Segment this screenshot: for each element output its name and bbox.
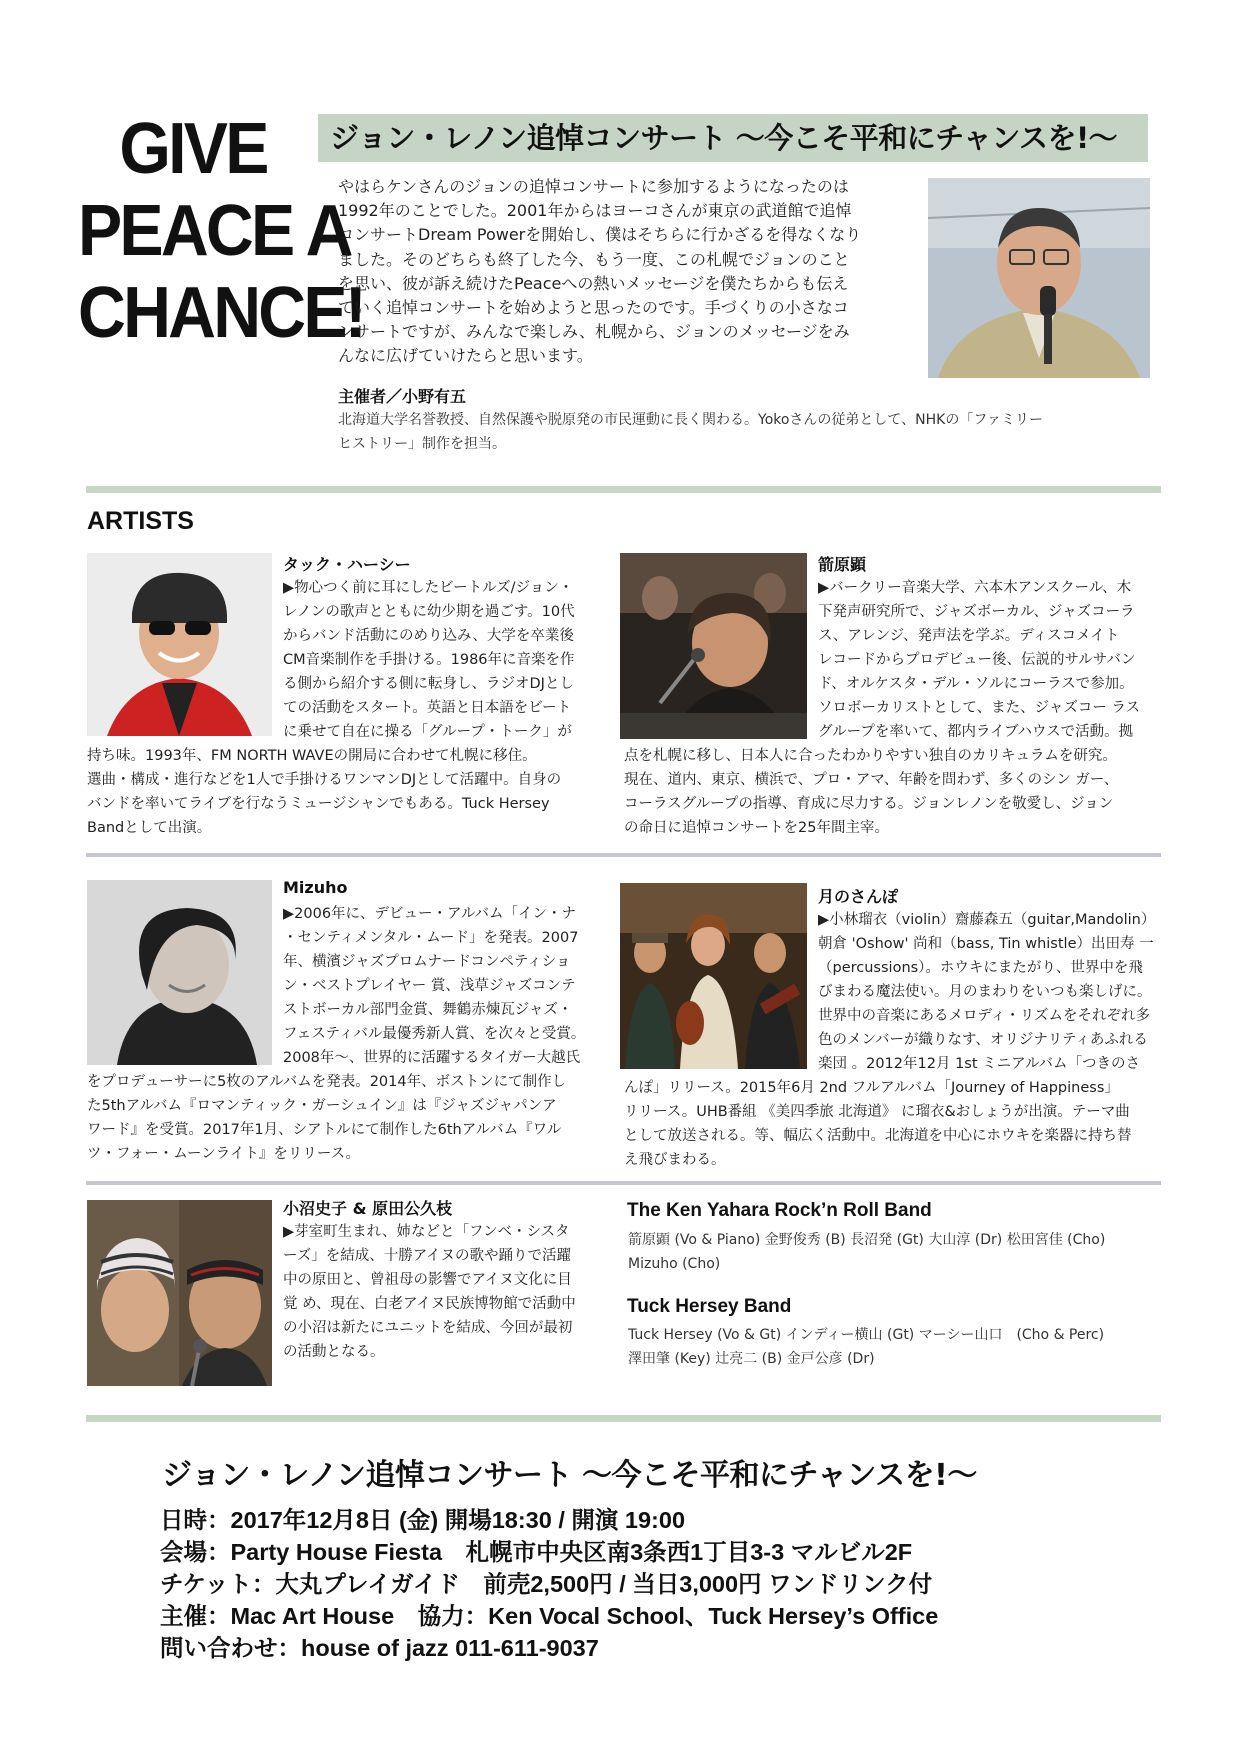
intro-line: やはらケンさんのジョンの追悼コンサートに参加するようになったのは [338, 177, 849, 196]
bio-line: る側から紹介する側に転身し、ラジオDJとし [283, 676, 574, 692]
intro-line: ンサートですが、みんなで楽しみ、札幌から、ジョンのメッセージをみ [338, 322, 850, 342]
bio-line: CM音楽制作を手掛ける。1986年に音楽を作 [283, 652, 575, 668]
bio-line: ン・ベストプレイヤー 賞、浅草ジャズコンテ [283, 978, 576, 994]
bio-line: からバンド活動にのめり込み、大学を卒業後 [283, 628, 574, 644]
bio-line: をプロデューサーに5枚のアルバムを発表。2014年、ボストンにて制作し [87, 1074, 567, 1090]
bio-line: ーズ」を結成、十勝アイヌの歌や踊りで活躍 [283, 1248, 571, 1264]
artist-bio-tuck-hersey [283, 576, 575, 744]
bio-line: 2008年〜、世界的に活躍するタイガー大越氏 [283, 1050, 581, 1066]
section-divider [86, 486, 1161, 493]
bio-line: んぽ」リリース。2015年6月 2nd フルアルバム「Journey of Happiness」 [624, 1080, 1119, 1096]
bio-line: バンドを率いてライブを行なうミュージシャンでもある。Tuck Hersey [87, 796, 550, 812]
bio-line: 中の原田と、曾祖母の影響でアイヌ文化に目 [283, 1272, 572, 1288]
artist-bio-yahara-ken [818, 576, 1140, 744]
bio-line: ▶小林瑠衣（violin）齋藤森五（guitar,Mandolin） [818, 912, 1156, 928]
mizuho-photo [87, 880, 272, 1065]
member-line: Mizuho (Cho) [628, 1256, 721, 1272]
artist-bio-mizuho [283, 902, 585, 1070]
intro-line: ていく追悼コンサートを始めようと思ったのです。手づくりの小さなコ [338, 298, 849, 318]
tuck-hersey-photo [87, 553, 272, 736]
bio-line: ワード』を受賞。2017年1月、シアトルにて制作した6thアルバム『ワル [87, 1122, 562, 1138]
bio-line: びまわる魔法使い。月のまわりをいつも楽しげに。 [818, 984, 1152, 1000]
bio-line: ツ・フォー・ムーンライト』をリリース。 [87, 1146, 361, 1162]
konuma-harada-photo [87, 1200, 272, 1386]
bio-line: 朝倉 'Oshow' 尚和（bass, Tin whistle）出田寿 一 [818, 936, 1154, 952]
bio-line: ▶芽室町生まれ、姉などと「フンベ・シスタ [283, 1224, 570, 1240]
bio-line: え飛びまわる。 [624, 1152, 726, 1168]
bio-line: の活動となる。 [283, 1344, 385, 1360]
member-line: 箭原顕 (Vo & Piano) 金野俊秀 (B) 長沼発 (Gt) 大山淳 (Dr) 松田宮佳 (Cho) [628, 1232, 1106, 1248]
bio-line: 現在、道内、東京、横浜で、プロ・アマ、年齢を問わず、多くのシン ガー、 [624, 772, 1119, 788]
bio-line: （percussions）。ホウキにまたがり、世界中を飛 [818, 960, 1143, 976]
bio-line: ての活動をスタート。英語と日本語をビート [283, 700, 572, 716]
event-host: 主催：Mac Art House 協力：Ken Vocal School、Tuck Hersey’s Office [160, 1603, 939, 1629]
bio-line: た5thアルバム『ロマンティック・ガーシュイン』は『ジャズジャパンア [87, 1098, 557, 1114]
intro-line: を思い、彼が訴え続けたPeaceへの熱いメッセージを僕たちからも伝え [338, 273, 849, 293]
bio-line: レコードからプロデビュー後、伝説的サルサバン [818, 652, 1136, 668]
bio-line: 覚 め、現在、白老アイヌ民族博物館で活動中 [283, 1296, 576, 1312]
event-contact: 問い合わせ：house of jazz 011-611-9037 [160, 1635, 599, 1661]
event-datetime: 日時：2017年12月8日 (金) 開場18:30 / 開演 19:00 [160, 1507, 686, 1533]
header-title: ジョン・レノン追悼コンサート 〜今こそ平和にチャンスを!〜 [330, 121, 1118, 155]
band-name-tuck-hersey: Tuck Hersey Band [627, 1296, 792, 1317]
bio-line: ・センティメンタル・ムード」を発表。2007 [283, 930, 579, 946]
bio-line: ソロボーカリストとして、また、ジャズコー ラス [818, 700, 1141, 716]
organizer-desc-line: 北海道大学名誉教授、自然保護や脱原発の市民運動に長く関わる。Yokoさんの従弟として、NHKの「ファミリー [338, 412, 1044, 428]
bio-line: ストボーカル部門金賞、舞鶴赤煉瓦ジャズ・ [283, 1002, 573, 1018]
bio-line: 色のメンバーが織りなす、オリジナリティあふれる [818, 1032, 1148, 1048]
bio-line: コーラスグループの指導、育成に尽力する。ジョンレノンを敬愛し、ジョン [624, 796, 1114, 812]
artist-bio-mizuho-cont [87, 1070, 566, 1166]
intro-line: コンサートDream Powerを開始し、僕はそちらに行かざるを得なくなり [338, 225, 862, 245]
band-members-ken-yahara [628, 1228, 1105, 1276]
artist-bio-tsuki-no-sanpo-cont [624, 1076, 1132, 1172]
event-ticket: チケット：大丸プレイガイド 前売2,500円 / 当日3,000円 ワンドリンク付 [160, 1571, 933, 1597]
bio-line: リリース。UHB番組 《美四季旅 北海道》 に瑠衣&おしょうが出演。テーマ曲 [624, 1104, 1130, 1120]
title-line-1: GIVE [119, 109, 267, 189]
band-name-ken-yahara: The Ken Yahara Rock’n Roll Band [627, 1200, 932, 1221]
artist-name-tsuki-no-sanpo: 月のさんぽ [818, 887, 899, 906]
artist-bio-tsuki-no-sanpo [818, 908, 1155, 1076]
artist-bio-tuck-hersey-cont [87, 744, 561, 840]
organizer-desc-line: ヒストリー」制作を担当。 [338, 436, 506, 452]
section-divider [86, 853, 1161, 857]
bio-line: 世界中の音楽にあるメロディ・リズムをそれぞれ多 [818, 1008, 1151, 1024]
bio-line: 下発声研究所で、ジャズボーカル、ジャズコーラ [818, 604, 1135, 620]
band-members-tuck-hersey [628, 1323, 1104, 1371]
member-line: 澤田肇 (Key) 辻亮二 (B) 金戸公彦 (Dr) [628, 1351, 875, 1367]
organizer-title: 主催者／小野有五 [338, 387, 467, 406]
organizer-description [338, 408, 1148, 456]
bio-line: として放送される。等、幅広く活動中。北海道を中心にホウキを楽器に持ち替 [624, 1128, 1132, 1144]
intro-text [338, 175, 913, 369]
yahara-ken-photo [620, 553, 807, 739]
bio-line: Bandとして出演。 [87, 820, 212, 836]
member-line: Tuck Hersey (Vo & Gt) インディー横山 (Gt) マーシー山口 (Cho & Perc) [628, 1327, 1105, 1343]
tsuki-no-sanpo-photo [620, 883, 807, 1069]
bio-line: レノンの歌声とともに幼少期を過ごす。10代 [283, 604, 575, 620]
artist-name-tuck-hersey: タック・ハーシー [283, 555, 411, 574]
section-divider [86, 1181, 1161, 1185]
bio-line: 持ち味。1993年、FM NORTH WAVEの開局に合わせて札幌に移住。 [87, 748, 537, 764]
intro-line: ました。そのどちらも終了した今、もう一度、この札幌でジョンのこと [338, 249, 850, 269]
intro-line: んなに広げていけたらと思います。 [338, 346, 593, 366]
title-line-2: PEACE A [78, 191, 351, 271]
event-info [160, 1504, 938, 1664]
bio-line: 楽団 。2012年12月 1st ミニアルバム「つきのさ [818, 1056, 1141, 1072]
bio-line: ▶バークリー音楽大学、六本木アンスクール、木 [818, 580, 1132, 596]
bio-line: ▶物心つく前に耳にしたビートルズ/ジョン・ [283, 580, 574, 596]
bio-line: 点を札幌に移し、日本人に合ったわかりやすい独自のカリキュラムを研究。 [624, 748, 1117, 764]
bio-line: ▶2006年に、デビュー・アルバム「イン・ナ [283, 906, 576, 922]
header-title-band [318, 114, 1148, 162]
event-venue: 会場：Party House Fiesta 札幌市中央区南3条西1丁目3-3 マルビル2F [160, 1539, 913, 1565]
title-line-3: CHANCE! [78, 273, 365, 353]
bio-line: ド、オルケスタ・デル・ソルにコーラスで参加。 [818, 676, 1134, 692]
footer-title: ジョン・レノン追悼コンサート 〜今こそ平和にチャンスを!〜 [162, 1458, 977, 1493]
bio-line: フェスティバル最優秀新人賞、を次々と受賞。 [283, 1026, 586, 1042]
organizer-photo [928, 178, 1150, 378]
artist-bio-yahara-ken-cont [624, 744, 1118, 840]
bio-line: 選曲・構成・進行などを1人で手掛けるワンマンDJとして活躍中。自身の [87, 772, 562, 788]
artist-name-yahara-ken: 箭原顕 [818, 555, 867, 574]
give-peace-a-chance-title [78, 108, 365, 354]
bio-line: の命日に追悼コンサートを25年間主宰。 [624, 820, 889, 836]
intro-line: 1992年のことでした。2001年からはヨーコさんが東京の武道館で追悼 [338, 201, 852, 221]
bio-line: の小沼は新たにユニットを結成、今回が最初 [283, 1320, 573, 1336]
bio-line: ス、アレンジ、発声法を学ぶ。ディスコメイト [818, 628, 1120, 644]
bio-line: に乗せて自在に操る「グループ・トーク」が [283, 724, 572, 740]
section-divider [86, 1415, 1161, 1422]
bio-line: 年、横濱ジャズプロムナードコンペティショ [283, 954, 571, 970]
artist-name-mizuho: Mizuho [283, 878, 348, 897]
artist-bio-konuma-harada [283, 1220, 576, 1364]
artist-name-konuma-harada: 小沼史子 & 原田公久枝 [283, 1199, 453, 1218]
artists-heading: ARTISTS [87, 507, 194, 535]
bio-line: グループを率いて、都内ライブハウスで活動。拠 [818, 724, 1134, 740]
